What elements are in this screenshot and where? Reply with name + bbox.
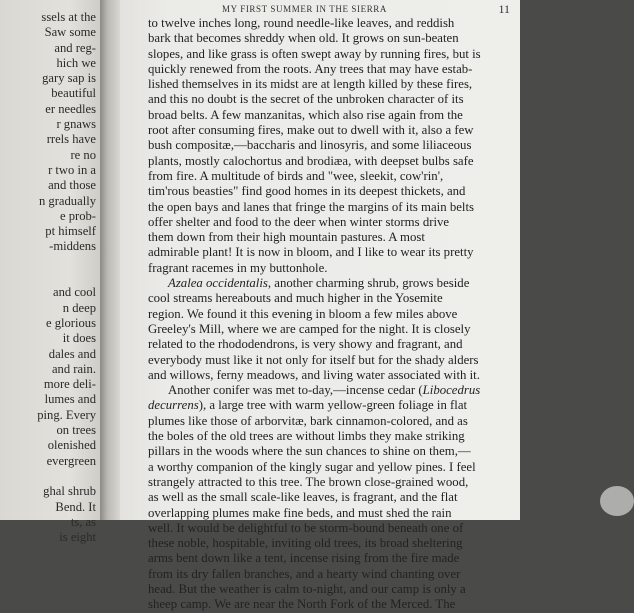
facing-page-line: e prob- bbox=[59, 208, 96, 223]
body-line: sheep camp. We are near the North Fork of the Merced. The bbox=[148, 597, 456, 612]
body-line: as well as the small scale-like leaves, is fragrant, and the flat bbox=[148, 490, 458, 505]
body-line: offer shelter and food to the deer when winter storms drive bbox=[148, 214, 450, 229]
facing-page-line: ghal shrub bbox=[43, 484, 96, 499]
body-line: well. It would be delightful to be storm-bound beneath one of bbox=[148, 520, 464, 535]
facing-page-line: n gradually bbox=[38, 193, 96, 208]
facing-page-line: gary sap is bbox=[42, 71, 96, 86]
facing-page-line: and cool bbox=[52, 285, 96, 300]
body-line: bark that becomes shreddy when old. It grows on sun-beaten bbox=[148, 31, 459, 46]
body-line: plants, mostly calochortus and brodiæa, with deepset bulbs safe bbox=[148, 153, 474, 168]
body-line: tim'rous beasties" find good homes in its deepest thickets, and bbox=[148, 184, 466, 199]
book-page bbox=[120, 0, 520, 612]
facing-page-line: dales and bbox=[48, 346, 96, 361]
body-line: and willows, ferny meadows, and living water associated with it. bbox=[148, 367, 480, 382]
body-line: Azalea occidentalis, another charming shrub, grows beside bbox=[168, 276, 470, 291]
facing-page-line: and those bbox=[48, 178, 96, 193]
facing-page-line: it does bbox=[62, 331, 96, 346]
facing-page-line: -middens bbox=[49, 239, 96, 254]
body-line: slopes, and like grass is often swept away by running fires, but is bbox=[148, 46, 481, 61]
body-line: lished themselves in its midst are at length killed by these fires, bbox=[148, 77, 473, 92]
body-line: root after consuming fires, make out to dwell with it, also a few bbox=[148, 123, 474, 138]
body-line: broad belts. A few manzanitas, which also rise again from the bbox=[148, 107, 463, 122]
facing-page-line: and rain. bbox=[51, 361, 96, 376]
facing-page-line: on trees bbox=[56, 423, 96, 438]
body-line: and this no doubt is the secret of the unbroken character of its bbox=[148, 92, 464, 107]
facing-page-line: Saw some bbox=[44, 25, 96, 40]
facing-page-line: r gnaws bbox=[56, 117, 96, 132]
facing-page-line bbox=[37, 255, 96, 270]
body-line: arms bent down like a tent, incense rising from the fire made bbox=[148, 551, 460, 566]
body-line: quickly renewed from the roots. Any trees that may have estab- bbox=[148, 61, 473, 76]
body-line: from fire. A multitude of birds and "wee, sleekit, cow'rin', bbox=[148, 168, 444, 183]
facing-page-line: more deli- bbox=[43, 377, 96, 392]
facing-page-line bbox=[37, 469, 96, 484]
body-line: region. We found it this evening in bloom a few miles above bbox=[148, 306, 458, 321]
body-line: cool streams hereabouts and much higher in the Yosemite bbox=[148, 291, 443, 306]
body-line: a worthy companion of the kingly sugar and yellow pines. I feel bbox=[148, 459, 476, 474]
body-line: Another conifer was met to-day,—incense cedar (Libocedrus bbox=[168, 383, 481, 398]
body-line: fragrant racemes in my buttonhole. bbox=[148, 260, 328, 275]
body-line: bush compositæ,—baccharis and linosyris, and some liliaceous bbox=[148, 138, 472, 153]
facing-page-line: re no bbox=[70, 147, 96, 162]
facing-page-line: rrels have bbox=[46, 132, 96, 147]
body-line: pillars in the woods where the sun chances to shine on them,— bbox=[148, 444, 471, 459]
facing-page-text bbox=[37, 10, 96, 545]
body-line: the open bays and lanes that fringe the margins of its main belts bbox=[148, 199, 475, 214]
facing-page-line: ssels at the bbox=[41, 10, 96, 24]
facing-page-line: ts, as bbox=[70, 514, 96, 529]
body-line: these noble, hospitable, inviting old trees, its broad sheltering bbox=[148, 536, 463, 551]
body-line: strangely attracted to this tree. The brown close-grained wood, bbox=[148, 474, 469, 489]
facing-page-line: Bend. It bbox=[55, 499, 96, 514]
body-line: related to the rhododendrons, is very showy and fragrant, and bbox=[148, 337, 463, 352]
body-line: Greeley's Mill, where we are camped for the night. It is closely bbox=[148, 321, 471, 336]
book-gutter bbox=[100, 0, 120, 520]
facing-page-line: e glorious bbox=[45, 315, 96, 330]
body-line: decurrens), a large tree with warm yellow-green foliage in flat bbox=[148, 398, 468, 413]
running-head: MY FIRST SUMMER IN THE SIERRA bbox=[222, 4, 388, 14]
facing-page-line bbox=[37, 270, 96, 285]
body-line: overlapping plumes make fine beds, and must shed the rain bbox=[148, 505, 452, 520]
watermark-stamp bbox=[600, 486, 634, 516]
body-line: from its dry fallen branches, and a hearty wind chanting over bbox=[148, 566, 461, 581]
facing-page bbox=[0, 0, 100, 545]
facing-page-line: beautiful bbox=[51, 86, 96, 101]
body-line: head. But the weather is calm to-night, and our camp is only a bbox=[148, 581, 466, 596]
facing-page-line: olenished bbox=[47, 438, 96, 453]
facing-page-line: is eight bbox=[59, 530, 96, 545]
body-line: them down from their high mountain pastures. A most bbox=[148, 230, 425, 245]
facing-page-line: and reg- bbox=[54, 40, 96, 55]
facing-page-line: r two in a bbox=[48, 162, 96, 177]
facing-page-line: ping. Every bbox=[37, 407, 96, 422]
facing-page-line: er needles bbox=[45, 101, 96, 116]
body-line: the boles of the old trees are without limbs they make striking bbox=[148, 429, 465, 444]
page-body-text bbox=[148, 16, 558, 613]
body-line: admirable plant! It is now in bloom, and I like to wear its pretty bbox=[148, 245, 474, 260]
body-line: everybody must like it not only for itself but for the shady alders bbox=[148, 352, 479, 367]
facing-page-line: n deep bbox=[62, 300, 96, 315]
facing-page-line: evergreen bbox=[46, 453, 96, 468]
body-line: plumes like those of arborvitæ, bark cinnamon-colored, and as bbox=[148, 413, 468, 428]
facing-page-line: lumes and bbox=[44, 392, 96, 407]
body-line: to twelve inches long, round needle-like leaves, and reddish bbox=[148, 16, 455, 30]
page-number: 11 bbox=[498, 2, 510, 16]
facing-page-line: hich we bbox=[56, 55, 96, 70]
facing-page-line: pt himself bbox=[45, 224, 96, 239]
